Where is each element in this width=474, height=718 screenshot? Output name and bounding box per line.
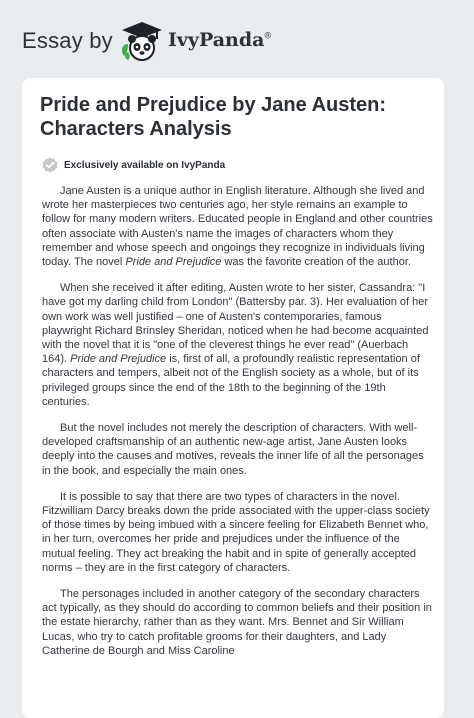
paragraph <box>42 490 434 575</box>
article-title: Pride and Prejudice by Jane Austen: Characters Analysis <box>40 94 387 140</box>
site-header <box>0 0 474 82</box>
paragraph-text: When she received it after editing, Austen wrote to her sister, Cassandra: "I have got my darling child from London" (Battersby par. 3). Her evaluation of her own work was well justified – one of Austen's contemporaries, famous playwright Richard Brinsley Sheridan, noticed when he had become acquainted with the novel that it is "one of the cleverest things he ever read" (Auerbach 164). <box>42 282 429 366</box>
registered-mark: ® <box>264 30 272 41</box>
paragraph-text: But the novel includes not merely the description of characters. With well-developed craftsmanship of an authentic new-age artist, Jane Austen looks deeply into the causes and motives, reveals the inner life of all the personages in the book, and especially the main ones. <box>42 422 424 477</box>
italic-title: Pride and Prejudice <box>125 256 222 269</box>
paragraph <box>42 281 434 409</box>
paragraph <box>42 421 434 478</box>
check-badge-icon <box>42 157 58 173</box>
brand-name[interactable] <box>168 29 271 51</box>
paragraph <box>42 184 434 269</box>
article-body <box>42 184 434 670</box>
paragraph-text: It is possible to say that there are two types of characters in the novel. Fitzwilliam Darcy breaks down the pride associated with the upper-class society of those times by being imbued with a sincere feeling for Elizabeth Bennet who, in her turn, overcomes her pride and prejudices under the influence of the mutual feeling. They act breaking the habit and in spite of generally accepted norms – they are in the first category of characters. <box>42 490 430 574</box>
paragraph-text: is, first of all, a profoundly realistic representation of characters and tempers, albeit not of the English society as a whole, but of its privileged groups since the end of the 18th to the beginning of the 19th centuries. <box>42 353 420 408</box>
italic-title: Pride and Prejudice <box>70 353 167 366</box>
paragraph-text: The personages included in another category of the secondary characters act typically, as they should do according to common beliefs and their position in the estate hierarchy, rather than as they want. Mrs. Bennet and Sir William Lucas, who try to catch profitable grooms for their daughters, and Lady Catherine de Bourgh and Miss Caroline <box>42 588 432 657</box>
paragraph <box>42 587 434 658</box>
paragraph-text: was the favorite creation of the author. <box>221 256 411 269</box>
paragraph-text: Jane Austen is a unique author in English literature. Although she lived and wrote her masterpieces two centuries ago, her style remains an example to follow for many modern writers. Educated people in England and other countries often associate with Austen's name the images of characters whom they remember and whose speech and ongoings they recognize in individuals living today. The novel <box>42 185 433 269</box>
exclusive-badge <box>42 155 225 175</box>
essay-by-label: Essay by <box>22 28 113 53</box>
exclusive-badge-text: Exclusively available on IvyPanda <box>64 159 226 171</box>
ivypanda-logo-icon[interactable] <box>118 20 166 64</box>
brand-text: IvyPanda <box>168 29 265 51</box>
